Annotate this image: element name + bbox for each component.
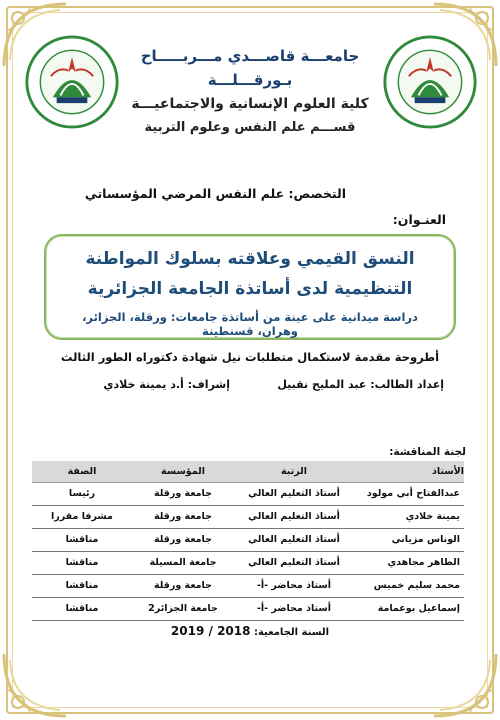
member-role: مشرفا مقررا bbox=[32, 505, 132, 528]
column-header: الأستاذ bbox=[354, 461, 464, 482]
member-name: الطاهر مجاهدي bbox=[354, 551, 464, 574]
member-rank: أستاذ التعليم العالي bbox=[234, 528, 354, 551]
member-name: محمد سليم خميس bbox=[354, 574, 464, 597]
member-role: مناقشا bbox=[32, 528, 132, 551]
table-row bbox=[32, 551, 464, 574]
committee-label: لجنة المناقشة: bbox=[389, 446, 466, 458]
table-row bbox=[32, 597, 464, 620]
member-institution: جامعة ورقلة bbox=[132, 482, 234, 505]
academic-year-label: السنة الجامعية: bbox=[253, 627, 330, 638]
member-rank: أستاذ محاضر -أ- bbox=[234, 597, 354, 620]
table-row bbox=[32, 482, 464, 505]
member-rank: أستاذ التعليم العالي bbox=[234, 551, 354, 574]
column-header: المؤسسة bbox=[132, 461, 234, 482]
column-header: الرتبة bbox=[234, 461, 354, 482]
thesis-title: النسق القيمي وعلاقته بسلوك المواطنة التنظيمية لدى أساتذة الجامعة الجزائرية bbox=[85, 249, 415, 299]
academic-year bbox=[0, 624, 500, 638]
member-institution: جامعة المسيلة bbox=[132, 551, 234, 574]
member-name: يمينة خلادي bbox=[354, 505, 464, 528]
member-name: الوناس مزياني bbox=[354, 528, 464, 551]
member-role: مناقشا bbox=[32, 597, 132, 620]
thesis-note: أطروحة مقدمة لاستكمال متطلبات نيل شهادة دكتوراه الطور الثالث bbox=[60, 350, 440, 364]
specialization: التخصص: علم النفس المرضي المؤسساتي bbox=[84, 186, 346, 201]
university-logo-left bbox=[24, 34, 120, 130]
member-institution: جامعة ورقلة bbox=[132, 528, 234, 551]
member-name: إسماعيل بوعمامة bbox=[354, 597, 464, 620]
member-role: مناقشا bbox=[32, 551, 132, 574]
academic-year-value: 2018 / 2019 bbox=[170, 624, 251, 638]
university-logo-right bbox=[382, 34, 478, 130]
thesis-subtitle: دراسة ميدانية على عينة من أساتذة جامعات: ورقلة، الجزائر، وهران، قسنطينة bbox=[82, 310, 418, 338]
title-label: العنـوان: bbox=[392, 212, 446, 227]
corner-ornament-icon bbox=[0, 650, 70, 720]
member-institution: جامعة الجزائر2 bbox=[132, 597, 234, 620]
table-row bbox=[32, 574, 464, 597]
member-institution: جامعة ورقلة bbox=[132, 505, 234, 528]
thesis-title-box bbox=[44, 234, 456, 340]
university-name: جامعـــة قاصـــدي مـــربـــــاح بـورقـــلـــة bbox=[140, 47, 360, 89]
supervisor: إشراف: أ.د يمينة خلادي bbox=[103, 378, 230, 391]
committee-header-row bbox=[32, 461, 464, 482]
corner-ornament-icon bbox=[430, 650, 500, 720]
table-row bbox=[32, 528, 464, 551]
committee-table bbox=[32, 461, 464, 621]
member-rank: أستاذ التعليم العالي bbox=[234, 505, 354, 528]
department-name: قســـم علم النفس وعلوم التربية bbox=[144, 120, 356, 135]
faculty-name: كلية العلوم الإنسانية والاجتماعيـــة bbox=[131, 96, 369, 112]
column-header: الصفة bbox=[32, 461, 132, 482]
member-rank: أستاذ التعليم العالي bbox=[234, 482, 354, 505]
member-role: مناقشا bbox=[32, 574, 132, 597]
member-institution: جامعة ورقلة bbox=[132, 574, 234, 597]
table-row bbox=[32, 505, 464, 528]
member-role: رئيسا bbox=[32, 482, 132, 505]
prepared-by: إعداد الطالب: عبد المليح نقبيل bbox=[277, 378, 444, 391]
institution-header bbox=[120, 44, 380, 140]
member-name: عبدالفتاح أبي مولود bbox=[354, 482, 464, 505]
member-rank: أستاذ محاضر -أ- bbox=[234, 574, 354, 597]
